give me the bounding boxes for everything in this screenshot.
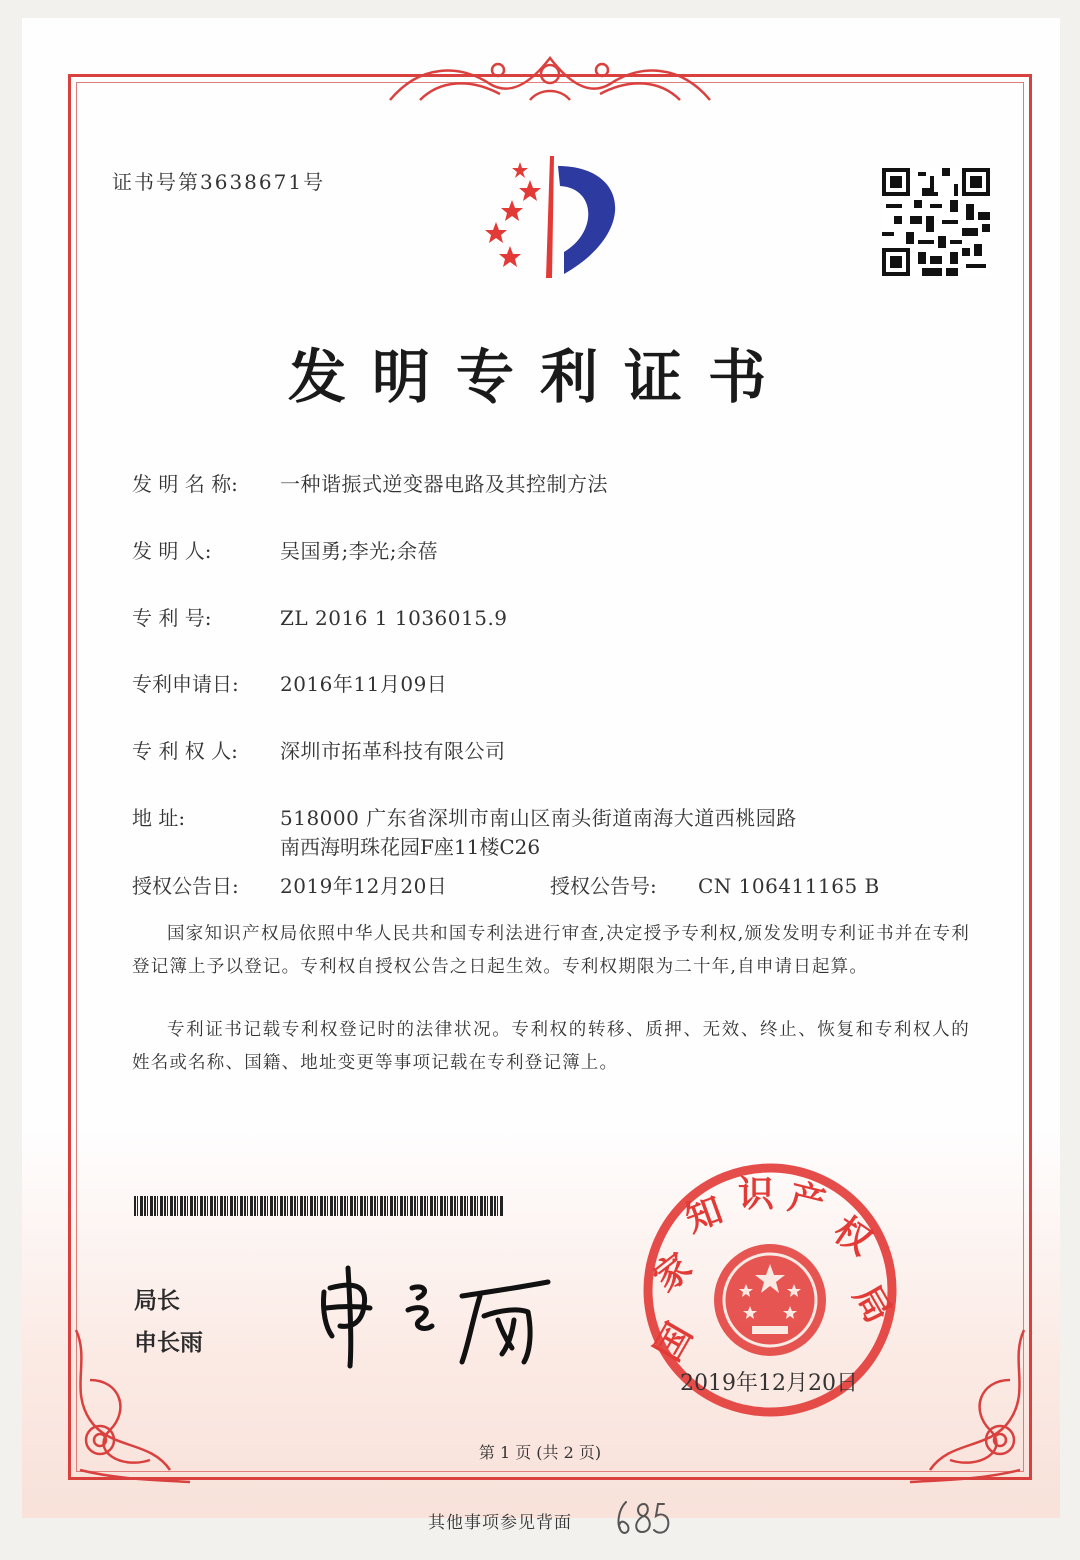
page-indicator: 第 1 页 (共 2 页) [478, 1443, 602, 1462]
field-label: 专 利 权 人: [132, 739, 238, 763]
field-grant-number [550, 870, 880, 899]
svg-text:权: 权 [826, 1209, 879, 1264]
director-name: 申长雨 [134, 1330, 203, 1356]
svg-text:知: 知 [680, 1189, 728, 1241]
field-label: 专 利 号: [132, 606, 212, 630]
field-label: 专利申请日: [132, 672, 239, 696]
field-value: 2016年11月09日 [280, 672, 448, 696]
field-patentee [132, 735, 506, 764]
field-value: 518000 广东省深圳市南山区南头街道南海大道西桃园路 [280, 806, 797, 830]
field-label: 授权公告日: [132, 874, 239, 898]
svg-text:国: 国 [647, 1316, 701, 1369]
field-value: 吴国勇;李光;余蓓 [280, 539, 438, 563]
field-address-line2: 南西海明珠花园F座11楼C26 [280, 835, 541, 859]
field-label: 地 址: [132, 806, 186, 830]
svg-text:家: 家 [646, 1245, 700, 1301]
legal-paragraph-2: 专利证书记载专利权登记时的法律状况。专利权的转移、质押、无效、终止、恢复和专利权人的姓名或名称、国籍、地址变更等事项记载在专利登记簿上。 [132, 1020, 970, 1073]
field-label: 授权公告号: [550, 874, 657, 898]
handwritten-number-icon [612, 1496, 676, 1540]
footer-note: 其他事项参见背面 [428, 1513, 572, 1533]
field-label: 发 明 人: [132, 539, 212, 563]
seal-date: 2019年12月20日 [680, 1371, 858, 1396]
field-value: 一种谐振式逆变器电路及其控制方法 [280, 472, 608, 496]
legal-paragraph-1: 国家知识产权局依照中华人民共和国专利法进行审查,决定授予专利权,颁发发明专利证书并在专利登记簿上予以登记。专利权自授权公告之日起生效。专利权期限为二十年,自申请日起算。 [132, 924, 970, 977]
field-invention-name [132, 468, 608, 497]
svg-text:局: 局 [845, 1278, 899, 1331]
svg-text:识: 识 [737, 1174, 775, 1215]
field-value: ZL 2016 1 1036015.9 [280, 606, 508, 630]
top-ornament-icon [380, 44, 720, 108]
field-filing-date [132, 668, 447, 697]
field-value: 深圳市拓革科技有限公司 [280, 739, 506, 763]
field-address [132, 802, 797, 831]
director-title: 局长 [134, 1288, 180, 1314]
certificate-number: 证书号第3638671号 [112, 170, 326, 194]
field-label: 发 明 名 称: [132, 472, 238, 496]
bottom-right-ornament-icon [900, 1320, 1040, 1490]
field-inventors [132, 535, 438, 564]
cnipa-logo-icon [468, 152, 638, 282]
field-value: 2019年12月20日 [280, 874, 448, 898]
field-patent-number [132, 602, 508, 631]
qr-code-icon [882, 168, 990, 276]
field-value: CN 106411165 B [698, 874, 880, 898]
svg-text:产: 产 [784, 1176, 830, 1226]
field-grant-date [132, 870, 447, 899]
barcode-icon [134, 1196, 504, 1216]
signature-icon [312, 1262, 562, 1372]
certificate-title: 发明专利证书 [287, 343, 792, 411]
